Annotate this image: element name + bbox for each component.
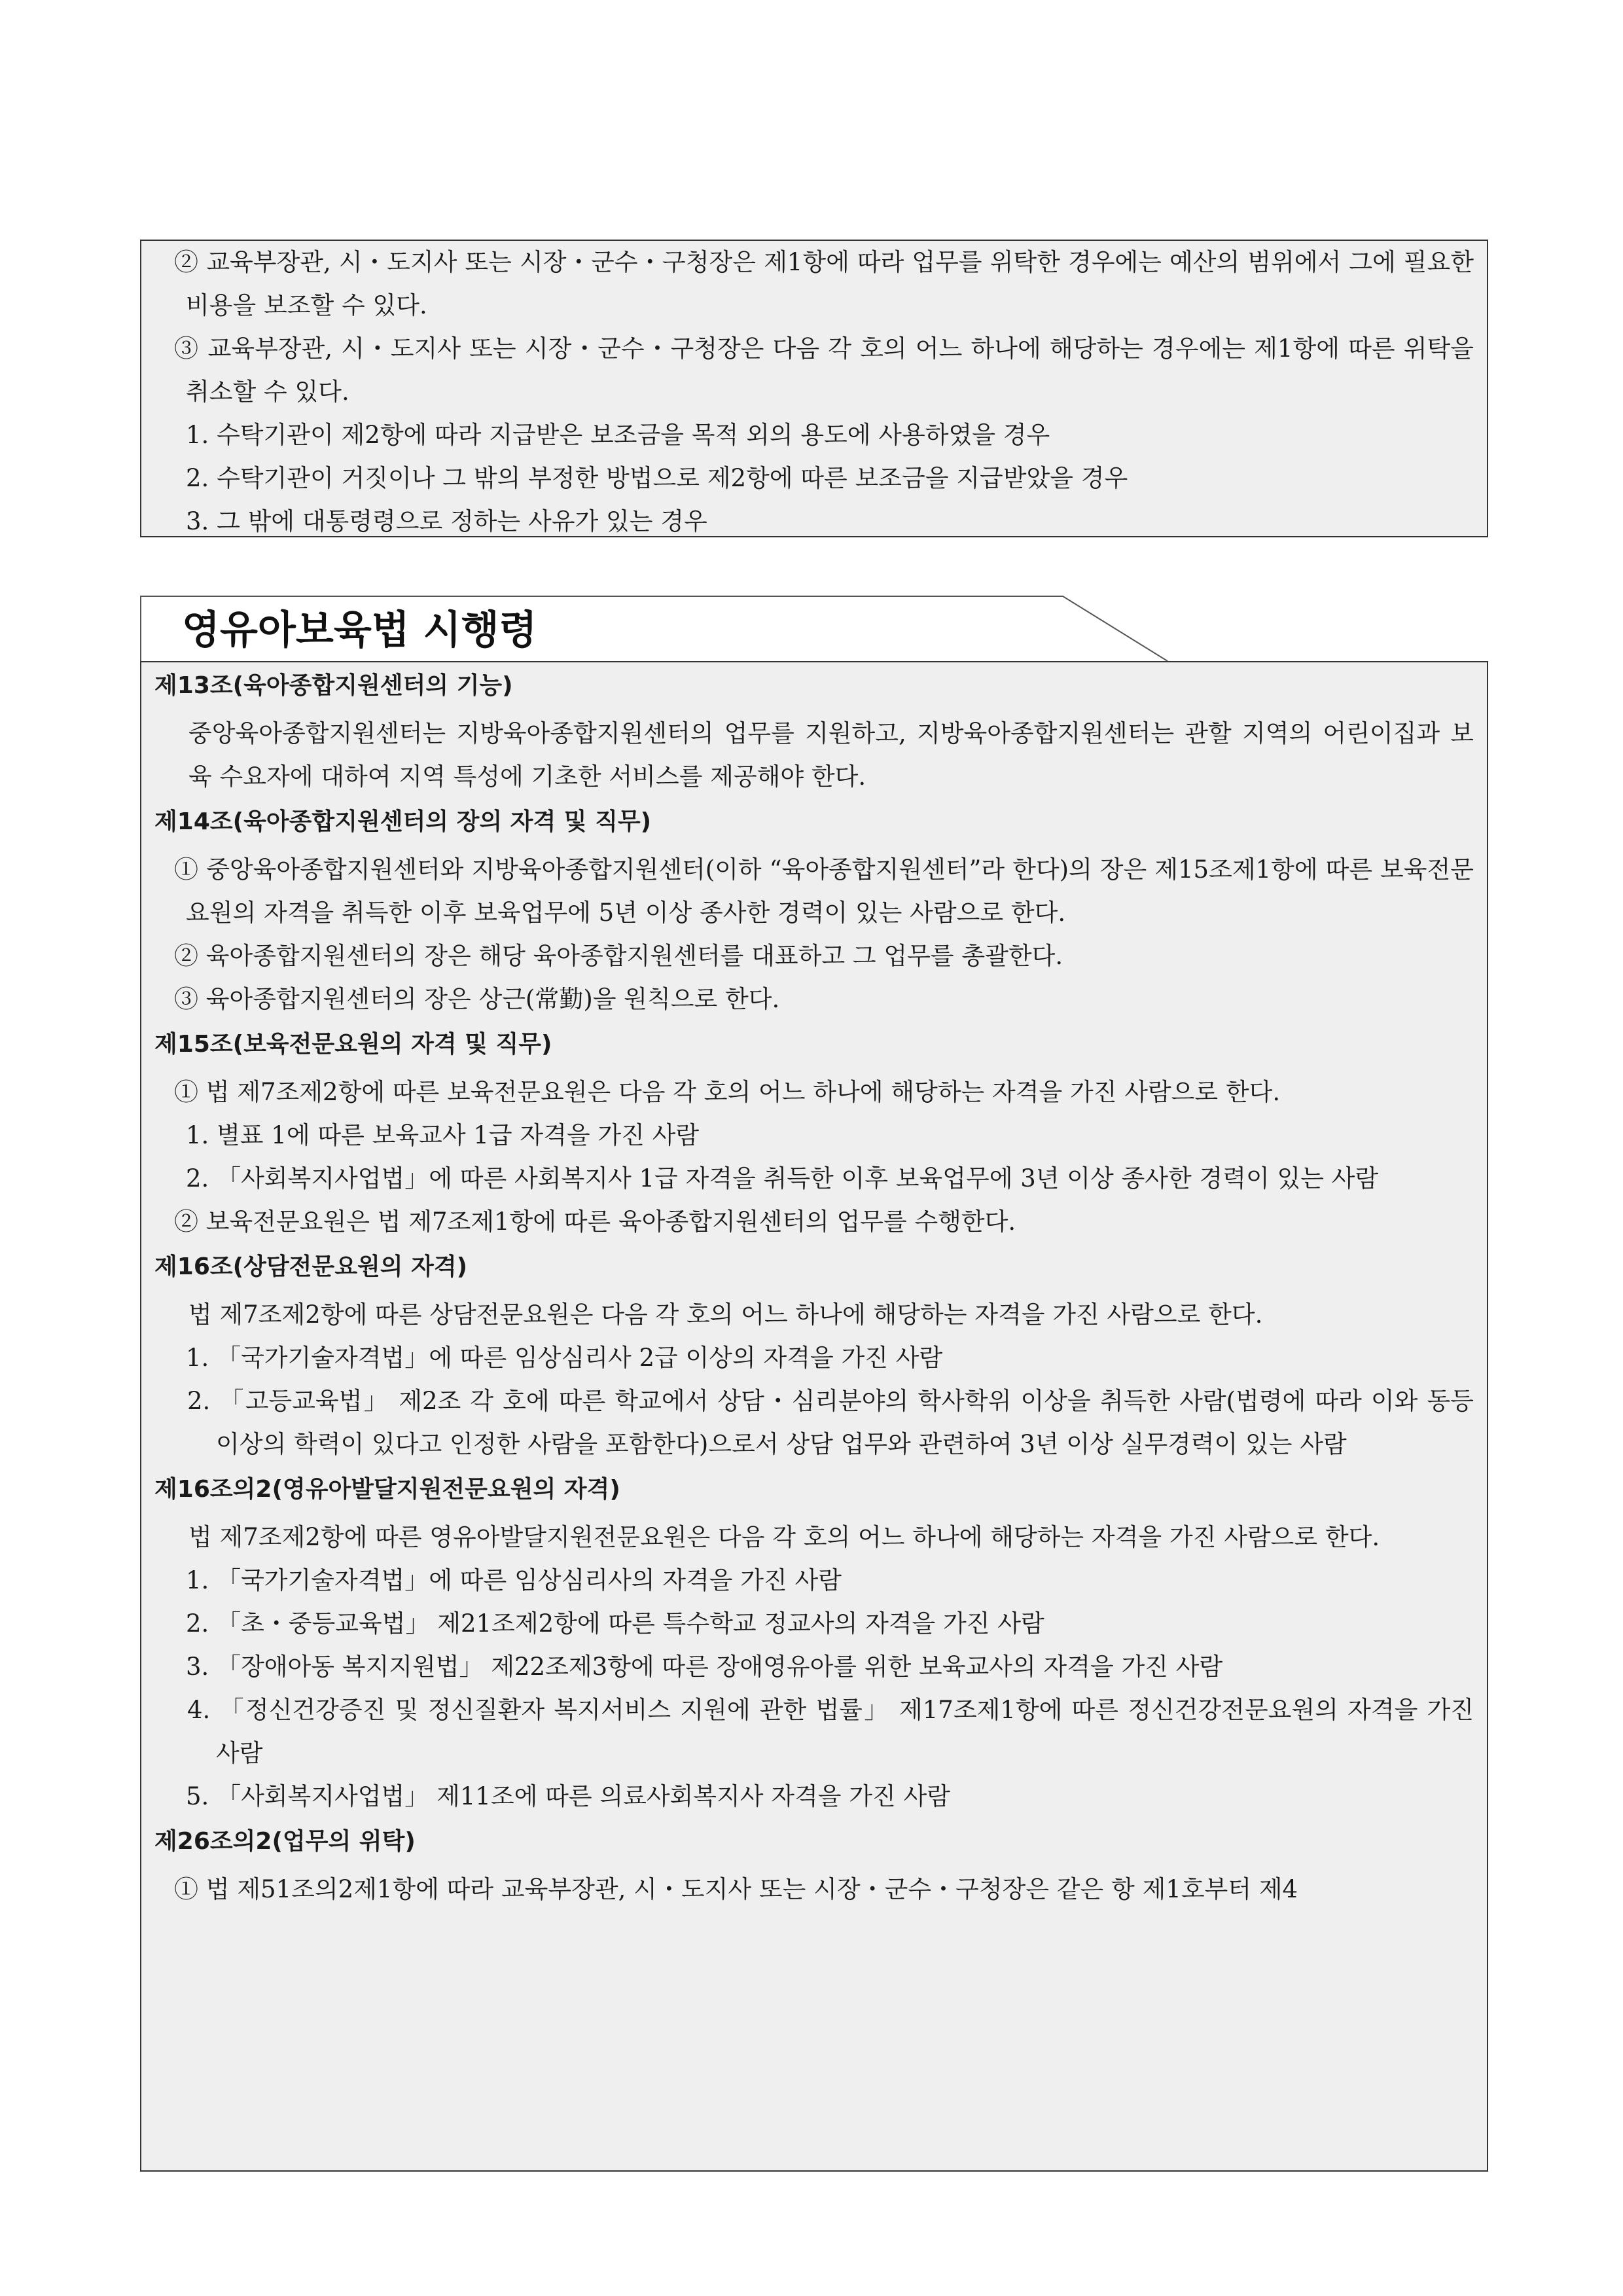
list-item: 2. 「초・중등교육법」 제21조제2항에 따른 특수학교 정교사의 자격을 가진 사람	[186, 1609, 1044, 1638]
list-item: 1. 수탁기관이 제2항에 따라 지급받은 보조금을 목적 외의 용도에 사용하였을 경우	[186, 421, 1050, 449]
list-item: 3. 「장애아동 복지지원법」 제22조제3항에 따른 장애영유아를 위한 보육교사의 자격을 가진 사람	[186, 1653, 1223, 1681]
article-13-heading: 제13조(육아종합지원센터의 기능)	[154, 672, 513, 699]
section-title: 영유아보육법 시행령	[182, 607, 537, 653]
article-14-paragraph-3: ③ 육아종합지원센터의 장은 상근(常勤)을 원칙으로 한다.	[174, 985, 780, 1013]
article-14-paragraph-1: ① 중앙육아종합지원센터와 지방육아종합지원센터(이하 “육아종합지원센터”라 한다)의 장은 제15조제1항에 따른 보육전문요원의 자격을 취득한 이후 보육업무에 5년 이상 종사한 경력이 있는 사람으로 한다.	[174, 855, 1474, 927]
section-title-tab	[140, 596, 1351, 661]
article-26-2-paragraph-1: ① 법 제51조의2제1항에 따라 교육부장관, 시・도지사 또는 시장・군수・구청장은 같은 항 제1호부터 제4	[174, 1875, 1298, 1903]
list-item: 3. 그 밖에 대통령령으로 정하는 사유가 있는 경우	[186, 507, 707, 535]
list-item: 1. 「국가기술자격법」에 따른 임상심리사 2급 이상의 자격을 가진 사람	[186, 1344, 943, 1372]
previous-law-excerpt-box	[140, 240, 1488, 537]
list-item: 2. 「사회복지사업법」에 따른 사회복지사 1급 자격을 취득한 이후 보육업무에 3년 이상 종사한 경력이 있는 사람	[186, 1164, 1379, 1193]
list-item: 5. 「사회복지사업법」 제11조에 따른 의료사회복지사 자격을 가진 사람	[186, 1782, 951, 1810]
article-15-paragraph-2: ② 보육전문요원은 법 제7조제1항에 따른 육아종합지원센터의 업무를 수행한다.	[174, 1208, 1016, 1236]
article-15-heading: 제15조(보육전문요원의 자격 및 직무)	[154, 1031, 552, 1058]
article-16-text: 법 제7조제2항에 따른 상담전문요원은 다음 각 호의 어느 하나에 해당하는 자격을 가진 사람으로 한다.	[188, 1300, 1263, 1329]
article-16-heading: 제16조(상담전문요원의 자격)	[154, 1253, 468, 1280]
enforcement-decree-box	[140, 661, 1488, 2172]
list-item: 1. 별표 1에 따른 보육교사 1급 자격을 가진 사람	[186, 1121, 700, 1149]
article-16-2-text: 법 제7조제2항에 따른 영유아발달지원전문요원은 다음 각 호의 어느 하나에 해당하는 자격을 가진 사람으로 한다.	[188, 1523, 1380, 1551]
article-14-paragraph-2: ② 육아종합지원센터의 장은 해당 육아종합지원센터를 대표하고 그 업무를 총괄한다.	[174, 942, 1063, 970]
article-13-text: 중앙육아종합지원센터는 지방육아종합지원센터의 업무를 지원하고, 지방육아종합지원센터는 관할 지역의 어린이집과 보육 수요자에 대하여 지역 특성에 기초한 서비스를 제공해야 한다.	[188, 719, 1474, 791]
article-16-2-heading: 제16조의2(영유아발달지원전문요원의 자격)	[154, 1476, 620, 1503]
list-item: 2. 수탁기관이 거짓이나 그 밖의 부정한 방법으로 제2항에 따른 보조금을 지급받았을 경우	[186, 464, 1128, 492]
paragraph-2: ② 교육부장관, 시・도지사 또는 시장・군수・구청장은 제1항에 따라 업무를 위탁한 경우에는 예산의 범위에서 그에 필요한 비용을 보조할 수 있다.	[174, 248, 1474, 319]
article-15-paragraph-1: ① 법 제7조제2항에 따른 보육전문요원은 다음 각 호의 어느 하나에 해당하는 자격을 가진 사람으로 한다.	[174, 1078, 1281, 1106]
article-14-heading: 제14조(육아종합지원센터의 장의 자격 및 직무)	[154, 808, 652, 835]
article-26-2-heading: 제26조의2(업무의 위탁)	[154, 1828, 416, 1855]
list-item: 2. 「고등교육법」 제2조 각 호에 따른 학교에서 상담・심리분야의 학사학위 이상을 취득한 사람(법령에 따라 이와 동등 이상의 학력이 있다고 인정한 사람을 포함한다)으로서 상담 업무와 관련하여 3년 이상 실무경력이 있는 사람	[187, 1387, 1474, 1458]
list-item: 1. 「국가기술자격법」에 따른 임상심리사의 자격을 가진 사람	[186, 1566, 842, 1594]
paragraph-3: ③ 교육부장관, 시・도지사 또는 시장・군수・구청장은 다음 각 호의 어느 하나에 해당하는 경우에는 제1항에 따른 위탁을 취소할 수 있다.	[174, 334, 1474, 406]
list-item: 4. 「정신건강증진 및 정신질환자 복지서비스 지원에 관한 법률」 제17조제1항에 따른 정신건강전문요원의 자격을 가진 사람	[187, 1696, 1474, 1767]
